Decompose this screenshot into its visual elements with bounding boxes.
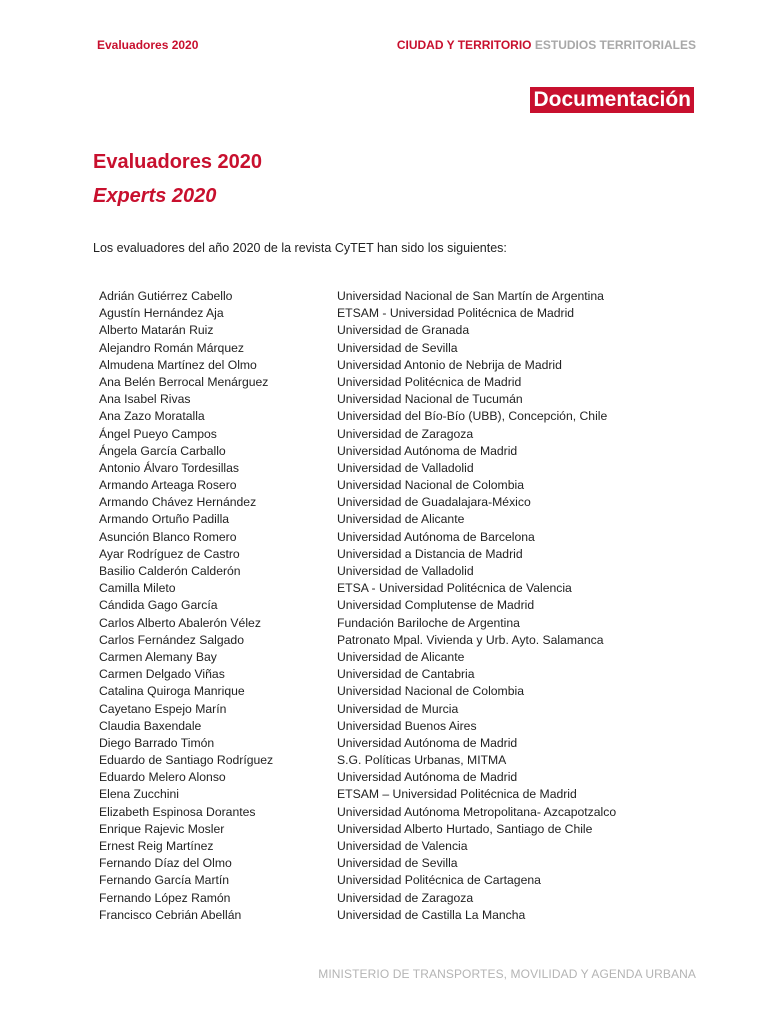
evaluator-institution: Universidad Alberto Hurtado, Santiago de Chile [337,821,593,836]
evaluator-row [99,305,637,322]
evaluator-name: Basilio Calderón Calderón [99,564,241,578]
evaluator-name: Ana Isabel Rivas [99,392,191,407]
evaluator-row [99,511,637,528]
page-title: Evaluadores 2020 [93,151,262,173]
journal-name-secondary: ESTUDIOS TERRITORIALES [534,38,696,52]
evaluator-institution: Universidad de Alicante [337,512,465,527]
evaluator-row [99,477,637,494]
evaluator-institution: Universidad a Distancia de Madrid [337,546,523,561]
evaluator-institution: Universidad de Sevilla [337,856,458,871]
evaluator-row [99,735,637,752]
evaluator-name: Asunción Blanco Romero [99,529,237,544]
evaluator-row [99,683,637,700]
evaluator-name: Carmen Delgado Viñas [99,667,225,682]
evaluator-row [99,322,637,339]
evaluator-row [99,563,637,580]
evaluator-institution: Universidad de Valladolid [337,460,474,475]
evaluator-institution: ETSAM - Universidad Politécnica de Madrid [337,306,575,321]
evaluator-name: Carlos Fernández Salgado [99,632,244,647]
evaluator-name: Elena Zucchini [99,787,179,802]
evaluator-row [99,752,637,769]
evaluator-institution: Universidad Autónoma Metropolitana- Azcapotzalco [337,804,617,819]
evaluator-row [99,580,637,597]
evaluator-row [99,391,637,408]
evaluator-institution: Universidad de Cantabria [337,667,475,682]
evaluator-name: Elizabeth Espinosa Dorantes [99,804,256,819]
evaluator-institution: Universidad Buenos Aires [337,718,477,733]
evaluator-name: Catalina Quiroga Manrique [99,684,245,699]
evaluator-name: Ana Belén Berrocal Menárguez [99,374,269,389]
evaluator-institution: Universidad Complutense de Madrid [337,598,535,613]
evaluator-institution: Universidad de Granada [337,323,470,338]
evaluator-name: Armando Chávez Hernández [99,495,257,510]
evaluator-institution: ETSAM – Universidad Politécnica de Madrid [337,787,577,802]
evaluator-name: Fernando Díaz del Olmo [99,856,232,871]
evaluator-institution: Universidad Nacional de Colombia [337,478,524,493]
evaluator-name: Adrián Gutiérrez Cabello [99,289,233,303]
evaluator-name: Armando Ortuño Padilla [99,512,230,527]
evaluator-name: Cándida Gago García [99,598,218,613]
intro-paragraph: Los evaluadores del año 2020 de la revista CyTET han sido los siguientes: [93,241,507,255]
evaluator-list [99,288,637,924]
evaluator-row [99,855,637,872]
evaluator-name: Alberto Matarán Ruiz [99,323,214,338]
evaluator-row [99,494,637,511]
evaluator-row [99,907,637,924]
evaluator-institution: Universidad de Murcia [337,701,459,716]
evaluator-row [99,666,637,683]
evaluator-row [99,597,637,614]
evaluator-row [99,529,637,546]
evaluator-institution: Universidad de Sevilla [337,340,458,355]
footer-ministry: MINISTERIO DE TRANSPORTES, MOVILIDAD Y AGENDA URBANA [318,967,696,981]
evaluator-name: Eduardo de Santiago Rodríguez [99,753,274,768]
evaluator-name: Antonio Álvaro Tordesillas [99,460,240,475]
evaluator-row [99,769,637,786]
evaluator-institution: Universidad Nacional de San Martín de Argentina [337,289,604,303]
evaluator-institution: Universidad de Guadalajara-México [337,495,531,510]
evaluator-row [99,615,637,632]
evaluator-row [99,804,637,821]
evaluator-row [99,357,637,374]
evaluator-name: Ayar Rodríguez de Castro [99,546,240,561]
evaluator-institution: Universidad del Bío-Bío (UBB), Concepción, Chile [337,409,608,424]
evaluator-row [99,426,637,443]
evaluator-row [99,408,637,425]
evaluator-name: Fernando García Martín [99,873,230,888]
evaluator-name: Ana Zazo Moratalla [99,409,205,424]
evaluator-row [99,460,637,477]
evaluator-institution: Universidad de Valencia [337,839,468,853]
page-subtitle: Experts 2020 [93,185,217,207]
evaluator-institution: Patronato Mpal. Vivienda y Urb. Ayto. Salamanca [337,632,604,647]
evaluator-institution: Fundación Bariloche de Argentina [337,615,520,630]
evaluator-name: Almudena Martínez del Olmo [99,357,257,372]
evaluator-row [99,821,637,838]
journal-name-primary: CIUDAD Y TERRITORIO [396,38,532,52]
evaluator-row [99,838,637,855]
evaluator-row [99,786,637,803]
running-header-title: Evaluadores 2020 [97,38,199,52]
evaluator-row [99,649,637,666]
evaluator-institution: Universidad de Zaragoza [337,890,474,905]
evaluator-institution: ETSA - Universidad Politécnica de Valencia [337,581,572,596]
evaluator-institution: Universidad Politécnica de Cartagena [337,873,541,888]
evaluator-name: Diego Barrado Timón [99,735,215,750]
evaluator-institution: Universidad Autónoma de Barcelona [337,529,535,544]
evaluator-institution: Universidad de Zaragoza [337,426,474,441]
evaluator-name: Ernest Reig Martínez [99,839,214,853]
evaluator-name: Claudia Baxendale [99,718,202,733]
evaluator-row [99,443,637,460]
evaluator-institution: Universidad Nacional de Tucumán [337,392,523,407]
evaluator-row [99,872,637,889]
evaluator-name: Armando Arteaga Rosero [99,478,237,493]
evaluator-institution: Universidad Antonio de Nebrija de Madrid [337,357,562,372]
evaluator-institution: Universidad Autónoma de Madrid [337,770,518,785]
evaluator-name: Eduardo Melero Alonso [99,770,226,785]
evaluator-row [99,288,637,305]
evaluator-institution: Universidad de Alicante [337,649,465,664]
evaluator-institution: Universidad Autónoma de Madrid [337,443,518,458]
evaluator-institution: Universidad Nacional de Colombia [337,684,524,699]
evaluator-row [99,632,637,649]
evaluator-row [99,718,637,735]
evaluator-name: Carlos Alberto Abalerón Vélez [99,615,261,630]
evaluator-row [99,890,637,907]
evaluator-name: Camilla Mileto [99,581,176,596]
evaluator-name: Ángela García Carballo [99,443,226,458]
evaluator-institution: S.G. Políticas Urbanas, MITMA [337,753,507,768]
evaluator-institution: Universidad Politécnica de Madrid [337,374,522,389]
evaluator-name: Cayetano Espejo Marín [99,701,227,716]
evaluator-name: Carmen Alemany Bay [99,649,217,664]
evaluator-name: Agustín Hernández Aja [99,306,224,321]
evaluator-institution: Universidad de Valladolid [337,564,474,578]
evaluator-row [99,546,637,563]
evaluator-row [99,340,637,357]
evaluator-name: Ángel Pueyo Campos [99,426,217,441]
evaluator-name: Enrique Rajevic Mosler [99,821,225,836]
evaluator-row [99,701,637,718]
evaluator-row [99,374,637,391]
evaluator-name: Alejandro Román Márquez [99,340,244,355]
section-tag: Documentación [530,87,694,113]
evaluator-name: Francisco Cebrián Abellán [99,907,242,922]
evaluator-institution: Universidad Autónoma de Madrid [337,735,518,750]
journal-name [397,38,696,52]
evaluator-name: Fernando López Ramón [99,890,231,905]
evaluator-institution: Universidad de Castilla La Mancha [337,907,526,922]
